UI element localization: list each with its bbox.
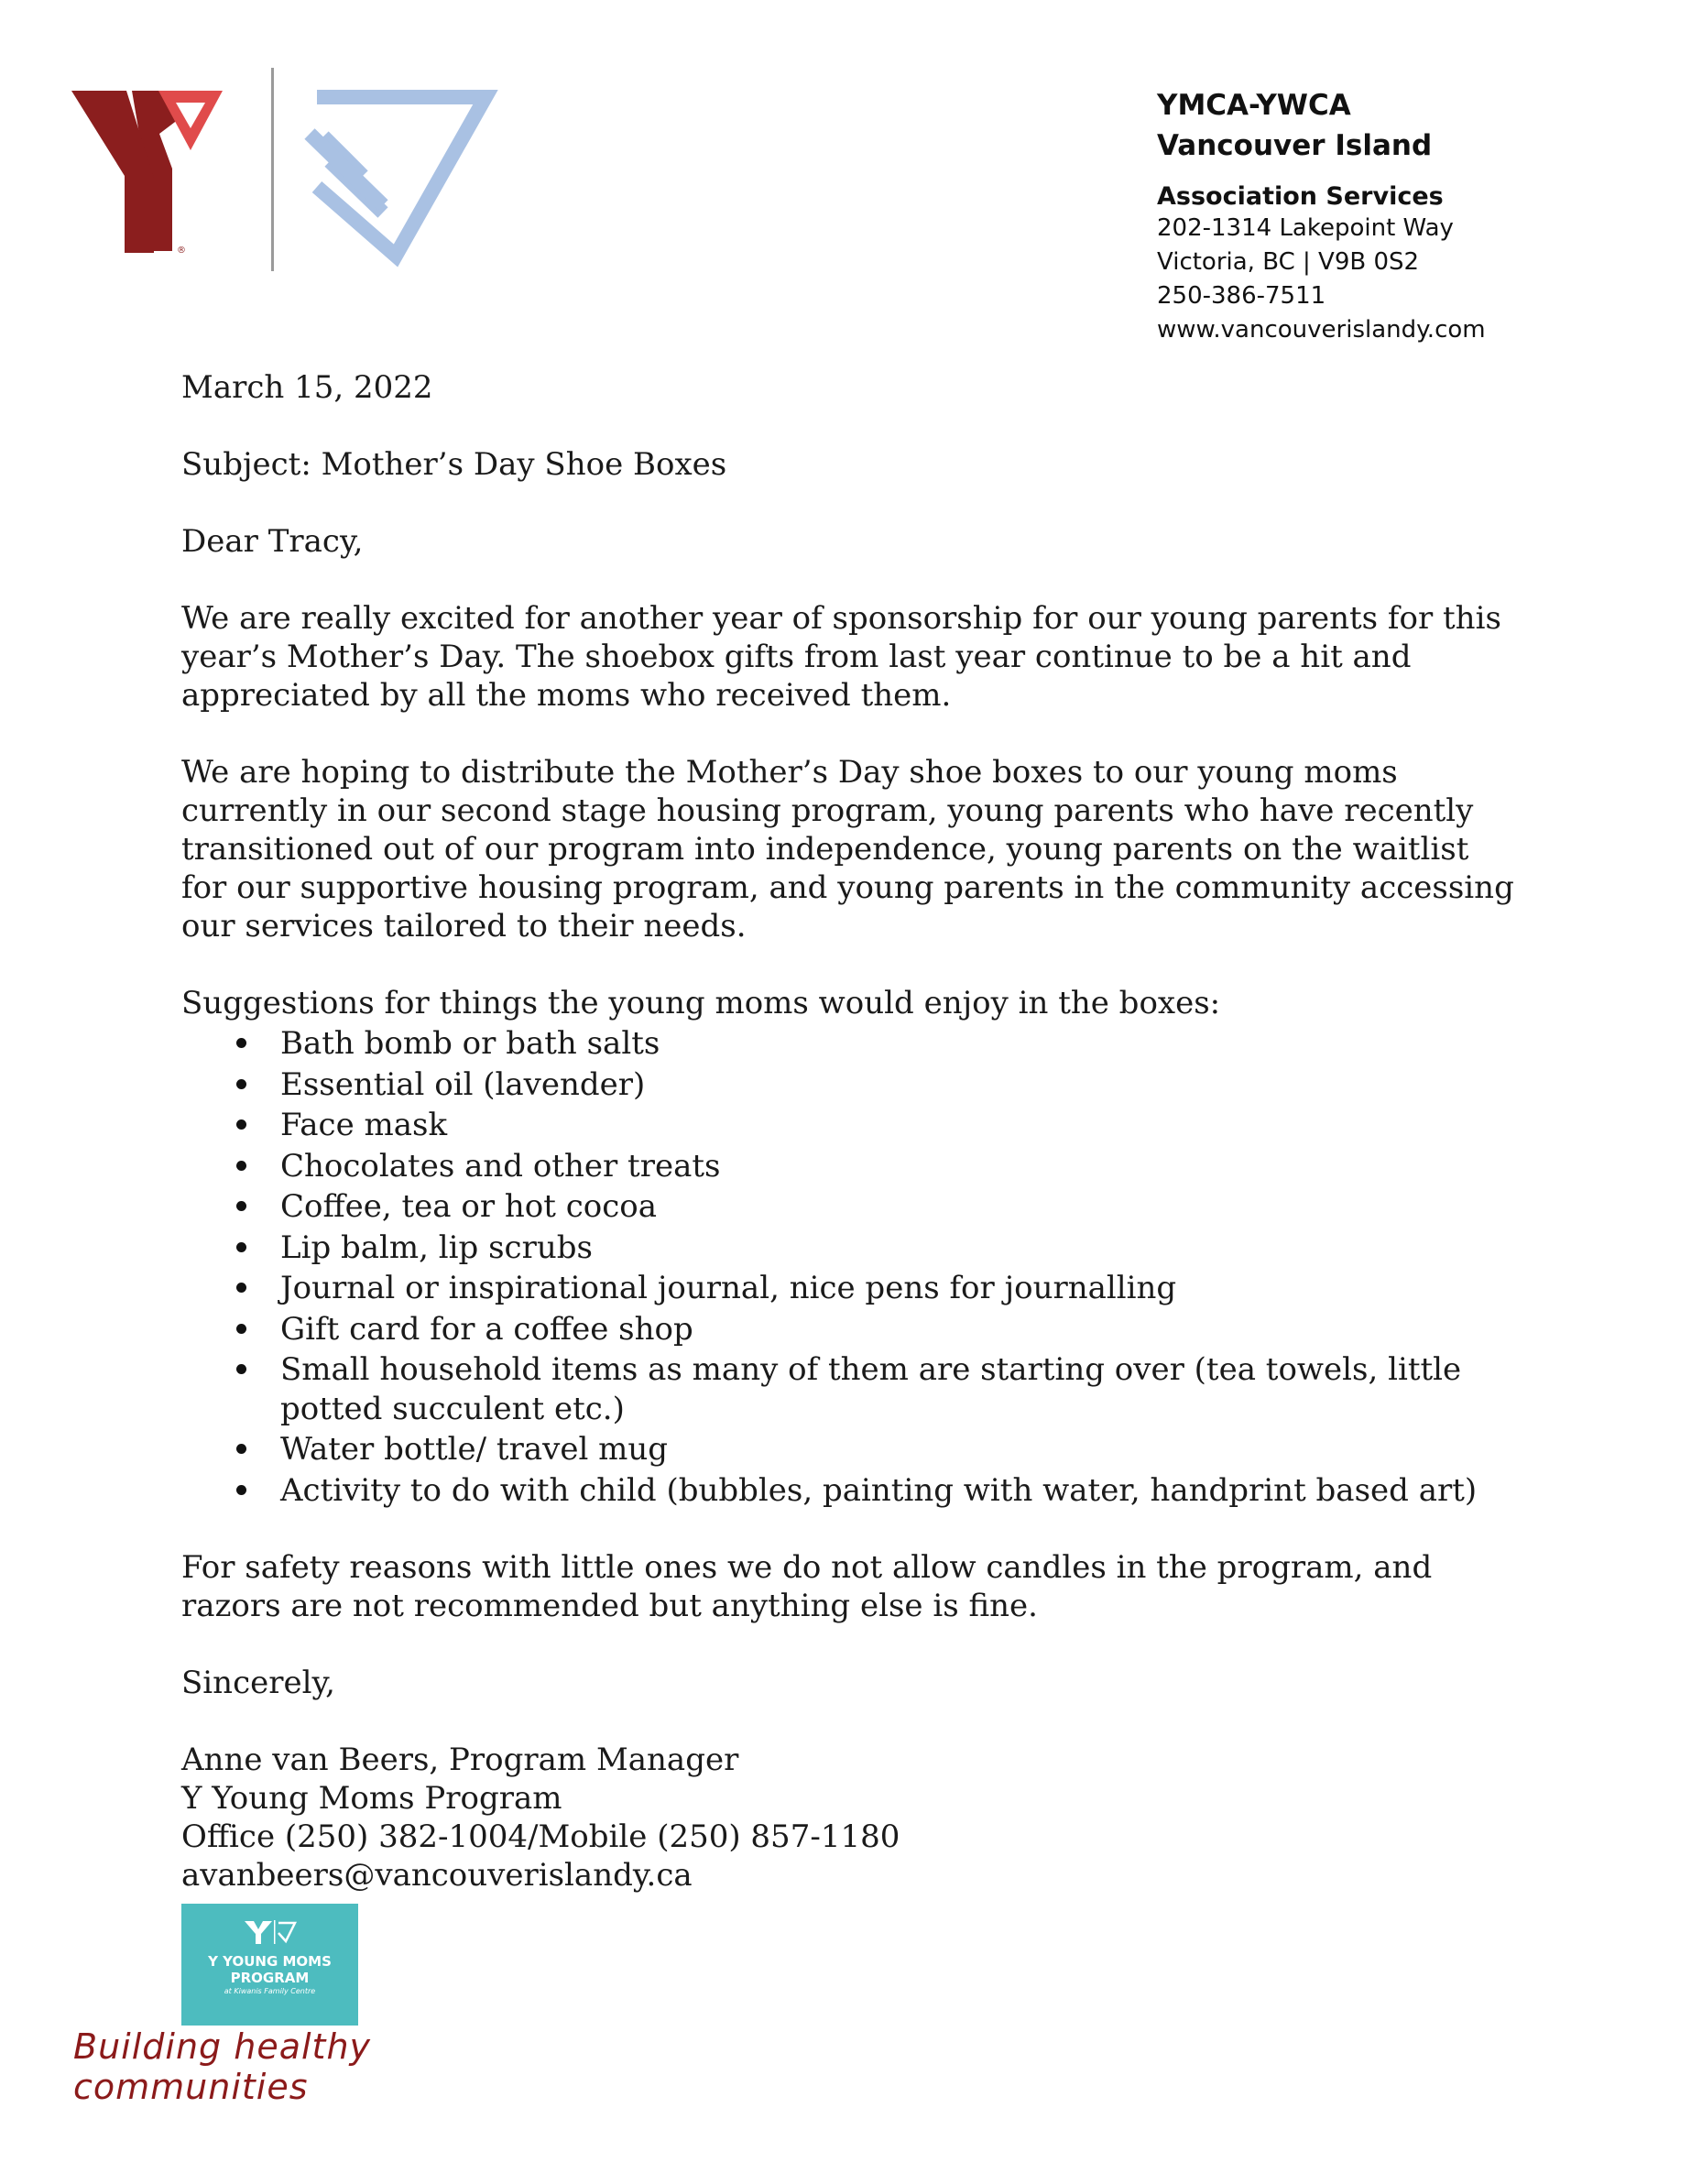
logo-divider xyxy=(271,68,274,271)
list-item: Face mask xyxy=(181,1106,1519,1145)
ymca-y-logo-icon xyxy=(71,91,223,256)
signature-block xyxy=(181,1741,1519,1895)
signature-name: Anne van Beers, Program Manager xyxy=(181,1742,739,1778)
bullet-icon xyxy=(236,1444,246,1454)
letter-paragraph-1: We are really excited for another year of sponsorship for our young parents for this year’s Mother’s Day. The shoebox gifts from last year continue to be a hit and appreciated by all the moms who received them. xyxy=(181,600,1501,714)
svg-text:®: ® xyxy=(177,246,186,256)
bullet-icon xyxy=(236,1161,246,1171)
suggestions-list xyxy=(181,1024,1519,1510)
letter-paragraph-3: For safety reasons with little ones we do not allow candles in the program, and razors are not recommended but anything else is fine. xyxy=(181,1549,1433,1624)
list-item: Water bottle/ travel mug xyxy=(181,1430,1519,1469)
ywca-triangle-logo-icon xyxy=(310,97,485,256)
signature-phone: Office (250) 382-1004/Mobile (250) 857-1180 xyxy=(181,1818,900,1855)
young-moms-program-badge xyxy=(181,1904,358,2026)
letter-salutation: Dear Tracy, xyxy=(181,523,364,560)
list-item: Coffee, tea or hot cocoa xyxy=(181,1187,1519,1227)
bullet-icon xyxy=(236,1324,246,1334)
badge-line-1: Y YOUNG MOMS xyxy=(208,1953,332,1970)
department-name: Association Services xyxy=(1157,182,1444,211)
logo-group xyxy=(71,68,502,278)
list-item: Journal or inspirational journal, nice pens for journalling xyxy=(181,1269,1519,1308)
tagline-line-1: Building healthy xyxy=(73,2026,372,2067)
ymca-ywca-logo xyxy=(71,68,502,278)
bullet-icon xyxy=(236,1364,246,1374)
letter-body xyxy=(181,368,1519,1895)
ymca-ywca-small-logo-icon xyxy=(243,1918,298,1946)
badge-line-2: PROGRAM xyxy=(230,1970,310,1986)
suggestions-intro: Suggestions for things the young moms would enjoy in the boxes: xyxy=(181,985,1221,1021)
organization-name-line-1: YMCA-YWCA xyxy=(1157,89,1351,122)
tagline xyxy=(73,2026,371,2107)
badge-line-3: at Kiwanis Family Centre xyxy=(224,1987,316,1995)
tagline-line-2: communities xyxy=(73,2067,309,2107)
letter-paragraph-2: We are hoping to distribute the Mother’s Day shoe boxes to our young moms currently in our second stage housing program, young parents who have recently transitioned out of our program into independence, young parents on the waitlist for our supportive housing program, and young parents in the community accessing our services tailored to their needs. xyxy=(181,754,1514,945)
address-line-1: 202-1314 Lakepoint Way xyxy=(1157,214,1454,242)
address-line-2: Victoria, BC | V9B 0S2 xyxy=(1157,248,1420,276)
bullet-icon xyxy=(236,1201,246,1211)
bullet-icon xyxy=(236,1079,246,1089)
list-item: Bath bomb or bath salts xyxy=(181,1024,1519,1064)
list-item: Activity to do with child (bubbles, painting with water, handprint based art) xyxy=(181,1471,1519,1511)
bullet-icon xyxy=(236,1283,246,1293)
list-item: Small household items as many of them are starting over (tea towels, little potted succulent etc.) xyxy=(181,1350,1519,1428)
bullet-icon xyxy=(236,1242,246,1252)
letter-subject: Subject: Mother’s Day Shoe Boxes xyxy=(181,446,727,483)
bullet-icon xyxy=(236,1119,246,1130)
organization-phone: 250-386-7511 xyxy=(1157,282,1326,310)
list-item: Chocolates and other treats xyxy=(181,1147,1519,1186)
list-item: Gift card for a coffee shop xyxy=(181,1310,1519,1349)
bullet-icon xyxy=(236,1038,246,1048)
signature-email: avanbeers@vancouverislandy.ca xyxy=(181,1857,693,1894)
letter-date: March 15, 2022 xyxy=(181,369,433,406)
list-item: Essential oil (lavender) xyxy=(181,1065,1519,1105)
letter-closing: Sincerely, xyxy=(181,1665,335,1701)
signature-program: Y Young Moms Program xyxy=(181,1780,562,1817)
organization-name-line-2: Vancouver Island xyxy=(1157,129,1433,162)
organization-address-block xyxy=(1157,85,1486,347)
organization-website: www.vancouverislandy.com xyxy=(1157,316,1486,344)
bullet-icon xyxy=(236,1485,246,1495)
list-item: Lip balm, lip scrubs xyxy=(181,1228,1519,1268)
